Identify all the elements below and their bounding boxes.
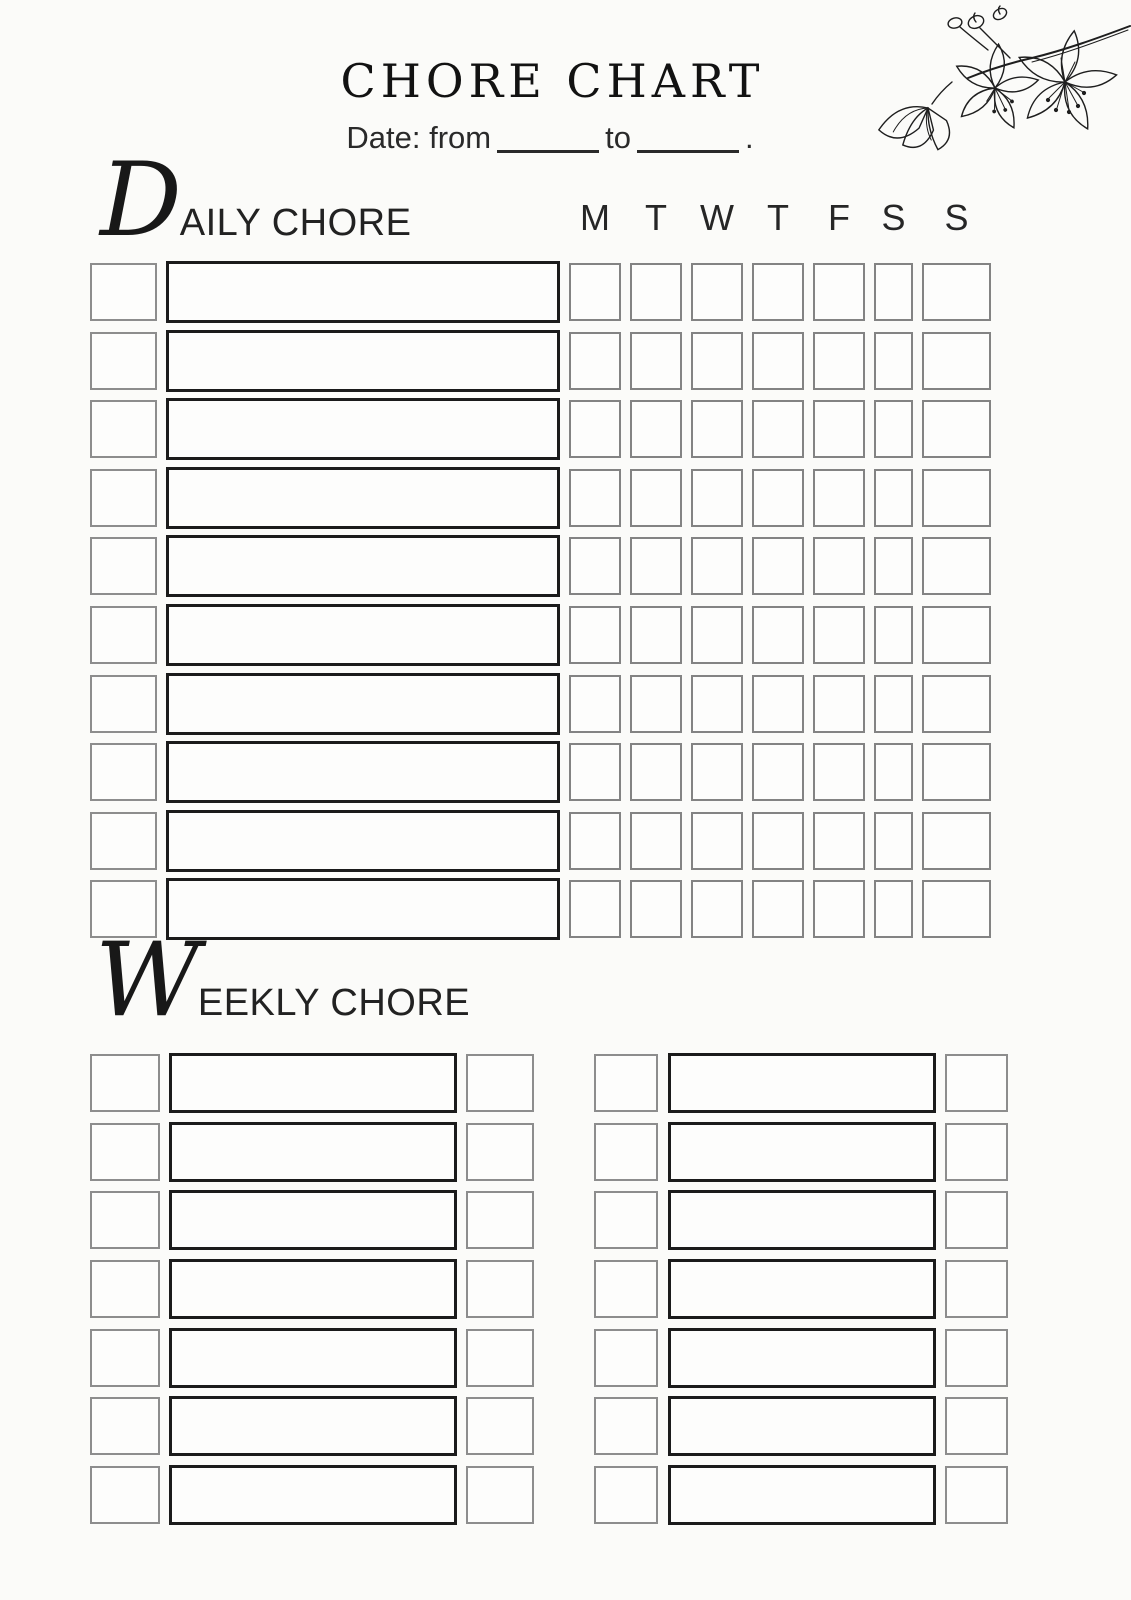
date-to-blank[interactable] xyxy=(637,149,739,153)
day-checkbox-friday[interactable] xyxy=(813,675,865,733)
weekly-checkbox-right[interactable] xyxy=(945,1466,1008,1524)
day-checkbox-thursday[interactable] xyxy=(752,537,804,595)
weekly-checkbox-right[interactable] xyxy=(945,1329,1008,1387)
day-checkbox-sunday[interactable] xyxy=(922,675,991,733)
day-checkbox-thursday[interactable] xyxy=(752,332,804,390)
day-checkbox-monday[interactable] xyxy=(569,400,621,458)
day-header-wednesday: W xyxy=(700,197,734,238)
weekly-checkbox-right[interactable] xyxy=(466,1123,534,1181)
day-checkbox-tuesday[interactable] xyxy=(630,537,682,595)
daily-chore-field[interactable] xyxy=(166,398,560,460)
weekly-checkbox-right[interactable] xyxy=(466,1054,534,1112)
date-to-label: to xyxy=(605,120,631,155)
date-prefix-label: Date: from xyxy=(346,120,492,155)
weekly-checkbox-right[interactable] xyxy=(466,1260,534,1318)
weekly-checkbox-left[interactable] xyxy=(594,1466,658,1524)
weekly-checkbox-left[interactable] xyxy=(594,1191,658,1249)
day-checkbox-sunday[interactable] xyxy=(922,743,991,801)
weekly-checkbox-right[interactable] xyxy=(945,1123,1008,1181)
day-checkbox-thursday[interactable] xyxy=(752,743,804,801)
daily-done-checkbox[interactable] xyxy=(90,400,157,458)
day-header-thursday: T xyxy=(767,197,789,238)
weekly-chore-field[interactable] xyxy=(169,1328,457,1388)
day-checkbox-saturday[interactable] xyxy=(874,469,913,527)
day-checkbox-saturday[interactable] xyxy=(874,606,913,664)
weekly-checkbox-left[interactable] xyxy=(594,1397,658,1455)
day-headers xyxy=(90,196,991,240)
weekly-chore-heading xyxy=(95,921,471,1040)
weekly-checkbox-left[interactable] xyxy=(90,1466,160,1524)
weekly-chore-row xyxy=(90,1259,534,1319)
date-from-blank[interactable] xyxy=(497,149,599,153)
weekly-chore-field[interactable] xyxy=(169,1396,457,1456)
day-checkbox-tuesday[interactable] xyxy=(630,332,682,390)
day-checkbox-friday[interactable] xyxy=(813,743,865,801)
day-checkbox-tuesday[interactable] xyxy=(630,469,682,527)
weekly-checkbox-left[interactable] xyxy=(594,1123,658,1181)
weekly-chore-field[interactable] xyxy=(668,1396,936,1456)
weekly-chore-field[interactable] xyxy=(668,1465,936,1525)
daily-done-checkbox[interactable] xyxy=(90,469,157,527)
day-checkbox-wednesday[interactable] xyxy=(691,675,743,733)
daily-chore-field[interactable] xyxy=(166,810,560,872)
day-checkbox-tuesday[interactable] xyxy=(630,812,682,870)
weekly-chore-field[interactable] xyxy=(668,1053,936,1113)
day-checkbox-saturday[interactable] xyxy=(874,812,913,870)
day-checkbox-tuesday[interactable] xyxy=(630,675,682,733)
weekly-chore-field[interactable] xyxy=(668,1328,936,1388)
weekly-checkbox-right[interactable] xyxy=(466,1466,534,1524)
day-checkbox-friday[interactable] xyxy=(813,537,865,595)
weekly-checkbox-left[interactable] xyxy=(90,1123,160,1181)
daily-chore-field[interactable] xyxy=(166,261,560,323)
day-checkbox-thursday[interactable] xyxy=(752,606,804,664)
daily-chore-grid xyxy=(90,262,991,948)
day-checkbox-sunday[interactable] xyxy=(922,400,991,458)
day-checkbox-tuesday[interactable] xyxy=(630,400,682,458)
weekly-chore-field[interactable] xyxy=(668,1122,936,1182)
weekly-chore-row xyxy=(594,1122,1008,1182)
day-checkbox-monday[interactable] xyxy=(569,537,621,595)
daily-chore-row xyxy=(90,811,991,871)
daily-chore-field[interactable] xyxy=(166,604,560,666)
daily-done-checkbox[interactable] xyxy=(90,537,157,595)
weekly-checkbox-right[interactable] xyxy=(466,1397,534,1455)
day-checkbox-sunday[interactable] xyxy=(922,537,991,595)
day-checkbox-thursday[interactable] xyxy=(752,675,804,733)
day-checkbox-friday[interactable] xyxy=(813,263,865,321)
day-checkbox-wednesday[interactable] xyxy=(691,743,743,801)
day-checkbox-saturday[interactable] xyxy=(874,675,913,733)
day-checkbox-friday[interactable] xyxy=(813,469,865,527)
daily-chore-field[interactable] xyxy=(166,330,560,392)
page-title: CHORE CHART xyxy=(340,54,765,108)
weekly-checkbox-right[interactable] xyxy=(945,1054,1008,1112)
date-suffix: . xyxy=(744,120,754,155)
daily-chore-field[interactable] xyxy=(166,467,560,529)
daily-chore-row xyxy=(90,262,991,322)
day-header-saturday: S xyxy=(881,197,906,238)
day-checkbox-monday[interactable] xyxy=(569,332,621,390)
day-checkbox-tuesday[interactable] xyxy=(630,880,682,938)
day-checkbox-wednesday[interactable] xyxy=(691,880,743,938)
day-header-monday: M xyxy=(580,197,610,238)
daily-chore-field[interactable] xyxy=(166,741,560,803)
weekly-chore-row xyxy=(90,1053,534,1113)
day-checkbox-monday[interactable] xyxy=(569,880,621,938)
weekly-chore-row xyxy=(90,1328,534,1388)
weekly-checkbox-left[interactable] xyxy=(594,1260,658,1318)
daily-done-checkbox[interactable] xyxy=(90,263,157,321)
weekly-chore-row xyxy=(594,1396,1008,1456)
daily-done-checkbox[interactable] xyxy=(90,675,157,733)
day-checkbox-wednesday[interactable] xyxy=(691,537,743,595)
daily-chore-row xyxy=(90,536,991,596)
weekly-chore-column-left xyxy=(90,1053,534,1534)
weekly-checkbox-left[interactable] xyxy=(90,1329,160,1387)
day-checkbox-tuesday[interactable] xyxy=(630,263,682,321)
day-checkbox-monday[interactable] xyxy=(569,263,621,321)
weekly-chore-field[interactable] xyxy=(668,1259,936,1319)
weekly-checkbox-left[interactable] xyxy=(594,1054,658,1112)
day-checkbox-tuesday[interactable] xyxy=(630,606,682,664)
day-checkbox-friday[interactable] xyxy=(813,332,865,390)
day-checkbox-sunday[interactable] xyxy=(922,332,991,390)
day-checkbox-thursday[interactable] xyxy=(752,263,804,321)
weekly-checkbox-left[interactable] xyxy=(594,1329,658,1387)
day-checkbox-thursday[interactable] xyxy=(752,400,804,458)
day-checkbox-saturday[interactable] xyxy=(874,880,913,938)
weekly-chore-field[interactable] xyxy=(169,1465,457,1525)
weekly-chore-row xyxy=(594,1465,1008,1525)
day-checkbox-friday[interactable] xyxy=(813,812,865,870)
day-checkbox-friday[interactable] xyxy=(813,606,865,664)
weekly-chore-row xyxy=(90,1190,534,1250)
daily-chore-field[interactable] xyxy=(166,673,560,735)
weekly-chore-row xyxy=(90,1122,534,1182)
weekly-chore-row xyxy=(90,1465,534,1525)
day-checkbox-sunday[interactable] xyxy=(922,880,991,938)
weekly-heading-initial: W xyxy=(95,921,194,1040)
weekly-chore-row xyxy=(594,1328,1008,1388)
day-checkbox-sunday[interactable] xyxy=(922,263,991,321)
daily-heading-initial: D xyxy=(100,141,176,260)
day-checkbox-friday[interactable] xyxy=(813,400,865,458)
day-checkbox-wednesday[interactable] xyxy=(691,400,743,458)
day-checkbox-friday[interactable] xyxy=(813,880,865,938)
day-checkbox-saturday[interactable] xyxy=(874,263,913,321)
weekly-checkbox-right[interactable] xyxy=(945,1191,1008,1249)
day-header-friday: F xyxy=(828,197,850,238)
day-checkbox-wednesday[interactable] xyxy=(691,332,743,390)
weekly-checkbox-left[interactable] xyxy=(90,1397,160,1455)
weekly-chore-row xyxy=(90,1396,534,1456)
weekly-checkbox-right[interactable] xyxy=(466,1329,534,1387)
daily-chore-field[interactable] xyxy=(166,535,560,597)
day-checkbox-wednesday[interactable] xyxy=(691,263,743,321)
day-checkbox-monday[interactable] xyxy=(569,812,621,870)
daily-done-checkbox[interactable] xyxy=(90,332,157,390)
day-checkbox-thursday[interactable] xyxy=(752,880,804,938)
day-checkbox-monday[interactable] xyxy=(569,606,621,664)
daily-chore-row xyxy=(90,468,991,528)
day-checkbox-wednesday[interactable] xyxy=(691,606,743,664)
weekly-checkbox-right[interactable] xyxy=(466,1191,534,1249)
day-checkbox-tuesday[interactable] xyxy=(630,743,682,801)
daily-done-checkbox[interactable] xyxy=(90,812,157,870)
day-checkbox-wednesday[interactable] xyxy=(691,812,743,870)
day-checkbox-sunday[interactable] xyxy=(922,606,991,664)
day-checkbox-sunday[interactable] xyxy=(922,469,991,527)
day-checkbox-monday[interactable] xyxy=(569,469,621,527)
day-checkbox-wednesday[interactable] xyxy=(691,469,743,527)
weekly-chore-field[interactable] xyxy=(668,1190,936,1250)
day-checkbox-saturday[interactable] xyxy=(874,537,913,595)
day-checkbox-saturday[interactable] xyxy=(874,400,913,458)
daily-chore-row xyxy=(90,742,991,802)
weekly-chore-field[interactable] xyxy=(169,1053,457,1113)
daily-heading-rest: AILY CHORE xyxy=(179,202,412,244)
day-checkbox-thursday[interactable] xyxy=(752,469,804,527)
day-checkbox-saturday[interactable] xyxy=(874,332,913,390)
weekly-checkbox-right[interactable] xyxy=(945,1260,1008,1318)
weekly-heading-rest: EEKLY CHORE xyxy=(197,982,471,1024)
day-checkbox-saturday[interactable] xyxy=(874,743,913,801)
weekly-checkbox-left[interactable] xyxy=(90,1260,160,1318)
daily-chore-row xyxy=(90,331,991,391)
day-checkbox-monday[interactable] xyxy=(569,675,621,733)
weekly-chore-field[interactable] xyxy=(169,1259,457,1319)
weekly-checkbox-right[interactable] xyxy=(945,1397,1008,1455)
daily-chore-row xyxy=(90,674,991,734)
weekly-chore-field[interactable] xyxy=(169,1122,457,1182)
weekly-chore-row xyxy=(594,1053,1008,1113)
weekly-chore-column-right xyxy=(594,1053,1008,1534)
weekly-chore-row xyxy=(594,1190,1008,1250)
day-checkbox-thursday[interactable] xyxy=(752,812,804,870)
weekly-checkbox-left[interactable] xyxy=(90,1054,160,1112)
day-header-tuesday: T xyxy=(645,197,667,238)
daily-chore-row xyxy=(90,605,991,665)
day-checkbox-monday[interactable] xyxy=(569,743,621,801)
weekly-checkbox-left[interactable] xyxy=(90,1191,160,1249)
day-checkbox-sunday[interactable] xyxy=(922,812,991,870)
day-header-sunday: S xyxy=(944,197,969,238)
daily-done-checkbox[interactable] xyxy=(90,606,157,664)
daily-done-checkbox[interactable] xyxy=(90,743,157,801)
weekly-chore-row xyxy=(594,1259,1008,1319)
weekly-chore-field[interactable] xyxy=(169,1190,457,1250)
daily-chore-row xyxy=(90,399,991,459)
